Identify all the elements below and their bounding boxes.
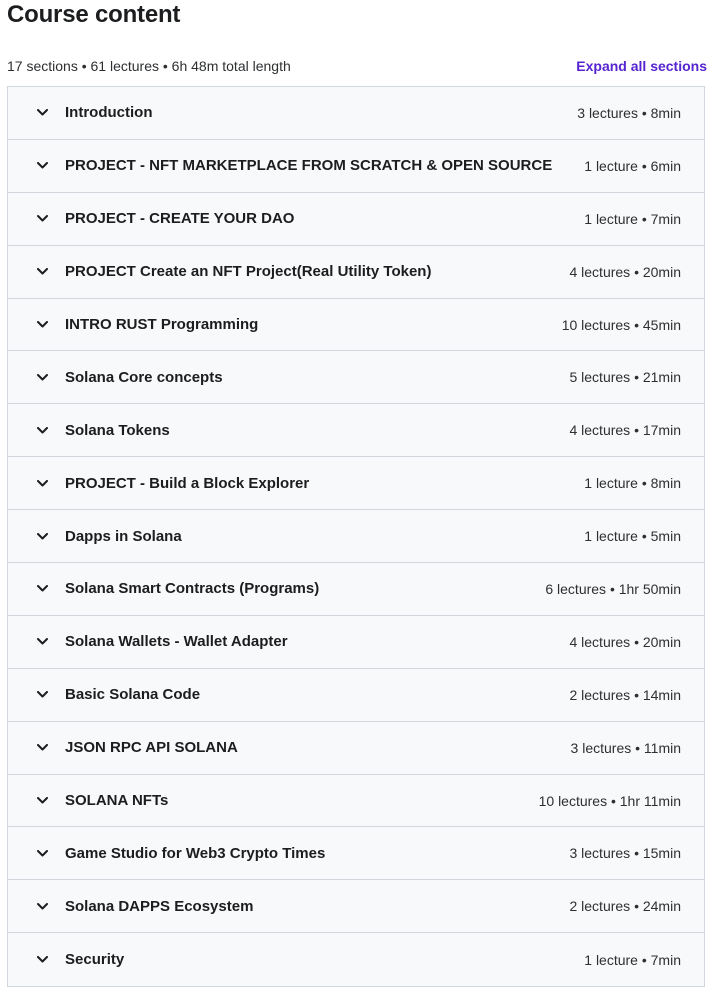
- section-row[interactable]: [8, 299, 704, 352]
- chevron-down-icon: [36, 794, 49, 807]
- section-meta: 3 lectures • 15min: [569, 845, 681, 862]
- section-title: Dapps in Solana: [65, 527, 182, 545]
- section-row[interactable]: [8, 775, 704, 828]
- chevron-down-icon: [36, 635, 49, 648]
- section-title: JSON RPC API SOLANA: [65, 739, 238, 757]
- section-row[interactable]: [8, 616, 704, 669]
- section-meta: 1 lecture • 6min: [584, 157, 681, 174]
- chevron-down-icon: [36, 159, 49, 172]
- chevron-down-icon: [36, 265, 49, 278]
- course-summary: 17 sections • 61 lectures • 6h 48m total length: [7, 58, 291, 74]
- chevron-down-icon: [36, 582, 49, 595]
- section-title: PROJECT - NFT MARKETPLACE FROM SCRATCH & OPEN SOURCE: [65, 157, 553, 175]
- chevron-down-icon: [36, 106, 49, 119]
- chevron-down-icon: [36, 477, 49, 490]
- section-title: SOLANA NFTs: [65, 792, 169, 810]
- section-meta: 2 lectures • 24min: [569, 898, 681, 915]
- section-meta: 1 lecture • 7min: [584, 951, 681, 968]
- section-row[interactable]: [8, 827, 704, 880]
- section-meta: 4 lectures • 20min: [569, 263, 681, 280]
- section-meta: 1 lecture • 8min: [584, 475, 681, 492]
- section-title: INTRO RUST Programming: [65, 316, 259, 333]
- section-title: Solana Tokens: [65, 421, 170, 439]
- section-row[interactable]: [8, 722, 704, 775]
- section-meta: 2 lectures • 14min: [569, 686, 681, 703]
- section-meta: 10 lectures • 45min: [561, 316, 681, 333]
- course-summary-row: [7, 56, 707, 76]
- section-title: Solana Core concepts: [65, 368, 223, 386]
- section-row[interactable]: [8, 87, 704, 140]
- section-meta: 1 lecture • 7min: [584, 210, 681, 227]
- section-meta: 1 lecture • 5min: [584, 528, 681, 545]
- chevron-down-icon: [36, 530, 49, 543]
- section-row[interactable]: [8, 351, 704, 404]
- chevron-down-icon: [36, 371, 49, 384]
- section-title: Security: [65, 951, 125, 969]
- expand-all-sections-button[interactable]: Expand all sections: [576, 58, 707, 74]
- section-row[interactable]: [8, 563, 704, 616]
- section-meta: 6 lectures • 1hr 50min: [545, 580, 681, 597]
- section-meta: 3 lectures • 11min: [570, 739, 681, 756]
- section-title: Solana Wallets - Wallet Adapter: [65, 633, 288, 651]
- chevron-down-icon: [36, 424, 49, 437]
- section-meta: 4 lectures • 20min: [569, 633, 681, 650]
- section-row[interactable]: [8, 404, 704, 457]
- section-title: Introduction: [65, 104, 153, 122]
- chevron-down-icon: [36, 847, 49, 860]
- chevron-down-icon: [36, 212, 49, 225]
- page-title: Course content: [7, 1, 181, 28]
- section-row[interactable]: [8, 140, 704, 193]
- chevron-down-icon: [36, 900, 49, 913]
- section-row[interactable]: [8, 510, 704, 563]
- section-meta: 4 lectures • 17min: [569, 422, 681, 439]
- section-title: Basic Solana Code: [65, 686, 201, 704]
- section-row[interactable]: [8, 246, 704, 299]
- section-meta: 5 lectures • 21min: [569, 369, 681, 386]
- section-title: Solana DAPPS Ecosystem: [65, 897, 254, 915]
- chevron-down-icon: [36, 741, 49, 754]
- section-title: PROJECT - Build a Block Explorer: [65, 474, 310, 492]
- chevron-down-icon: [36, 318, 49, 331]
- section-row[interactable]: [8, 933, 704, 986]
- section-title: PROJECT Create an NFT Project(Real Utility Token): [65, 263, 432, 281]
- section-list: [7, 86, 705, 987]
- section-title: Solana Smart Contracts (Programs): [65, 580, 320, 598]
- section-row[interactable]: [8, 669, 704, 722]
- chevron-down-icon: [36, 953, 49, 966]
- section-meta: 10 lectures • 1hr 11min: [538, 792, 681, 809]
- section-row[interactable]: [8, 457, 704, 510]
- section-title: Game Studio for Web3 Crypto Times: [65, 844, 326, 862]
- chevron-down-icon: [36, 688, 49, 701]
- section-meta: 3 lectures • 8min: [577, 104, 681, 121]
- section-row[interactable]: [8, 193, 704, 246]
- section-title: PROJECT - CREATE YOUR DAO: [65, 210, 295, 228]
- section-row[interactable]: [8, 880, 704, 933]
